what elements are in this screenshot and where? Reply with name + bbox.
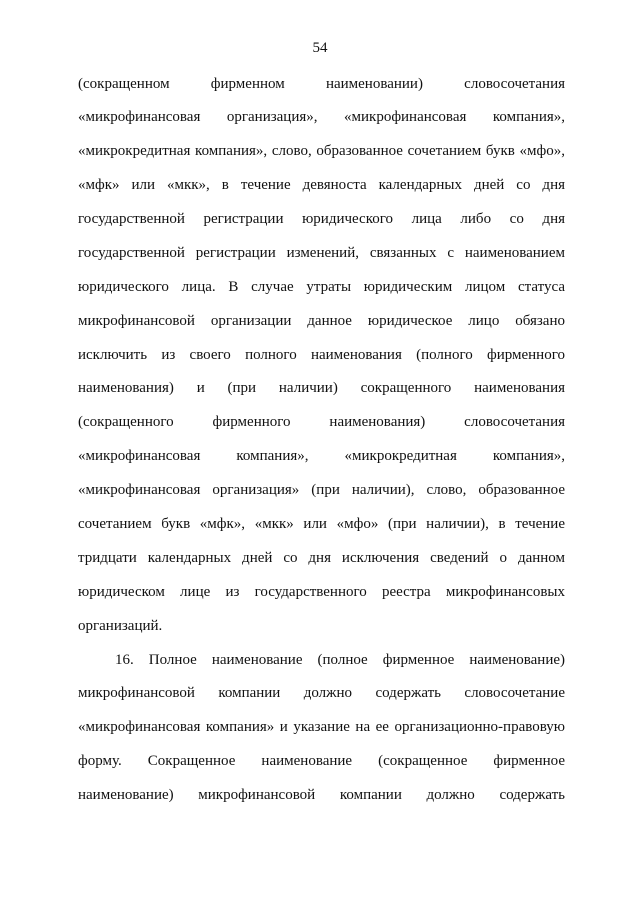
page-number: 54 <box>312 40 328 56</box>
text-line: микрофинансовой организации данное юридическое лицо обязано <box>78 313 565 329</box>
text-line: тридцати календарных дней со дня исключения сведений о данном <box>78 550 565 566</box>
text-line: форму. Сокращенное наименование (сокращенное фирменное <box>78 753 565 769</box>
text-line: «микрофинансовая организация», «микрофинансовая компания», <box>78 109 565 125</box>
text-line: 16. Полное наименование (полное фирменное наименование) <box>115 652 565 668</box>
text-line: организаций. <box>78 618 163 634</box>
text-line: государственной регистрации юридического лица либо со дня <box>78 211 565 227</box>
text-line: наименование) микрофинансовой компании должно содержать <box>78 787 565 803</box>
text-line: (сокращенном фирменном наименовании) словосочетания <box>78 76 565 92</box>
text-line: «микрофинансовая компания» и указание на ее организационно-правовую <box>78 719 565 735</box>
text-line: «микрофинансовая организация» (при наличии), слово, образованное <box>78 482 565 498</box>
text-line: «микрокредитная компания», слово, образованное сочетанием букв «мфо», <box>78 143 565 159</box>
text-line: юридическом лице из государственного реестра микрофинансовых <box>78 584 565 600</box>
text-line: юридического лица. В случае утраты юридическим лицом статуса <box>78 279 565 295</box>
text-line: «мфк» или «мкк», в течение девяноста календарных дней со дня <box>78 177 565 193</box>
text-line: государственной регистрации изменений, связанных с наименованием <box>78 245 565 261</box>
text-line: сочетанием букв «мфк», «мкк» или «мфо» (при наличии), в течение <box>78 516 565 532</box>
text-line: наименования) и (при наличии) сокращенного наименования <box>78 380 565 396</box>
text-line: «микрофинансовая компания», «микрокредитная компания», <box>78 448 565 464</box>
text-line: исключить из своего полного наименования (полного фирменного <box>78 347 565 363</box>
text-line: (сокращенного фирменного наименования) словосочетания <box>78 414 565 430</box>
text-line: микрофинансовой компании должно содержать словосочетание <box>78 685 565 701</box>
